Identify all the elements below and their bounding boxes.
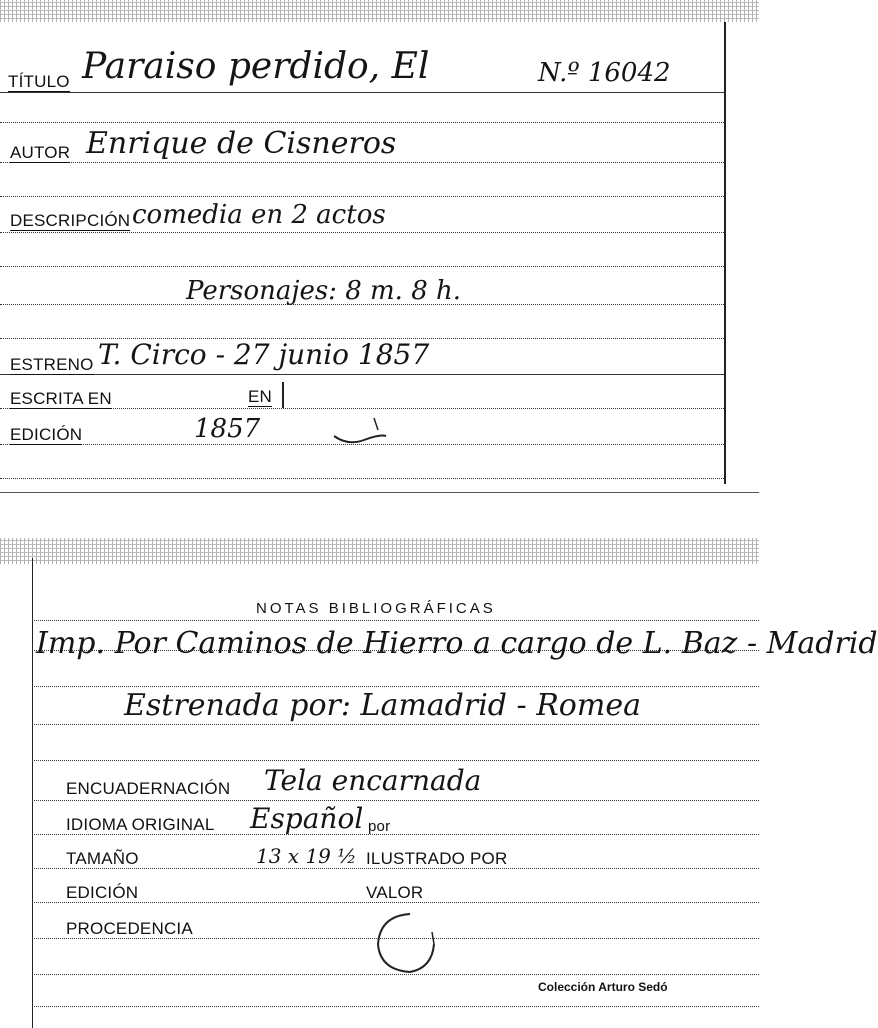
rule-line — [0, 196, 724, 197]
rule-line — [32, 686, 759, 687]
rule-line — [32, 724, 759, 725]
tamano-value: 13 x 19 ½ — [256, 844, 357, 868]
ilustrado-label: ILUSTRADO POR — [366, 849, 508, 868]
rule-line — [32, 800, 759, 801]
scan-noise-top — [0, 0, 759, 22]
rule-line — [0, 162, 724, 163]
autor-value: Enrique de Cisneros — [86, 126, 397, 161]
encuadernacion-value: Tela encarnada — [264, 764, 482, 797]
note-line-1: Imp. Por Caminos de Hierro a cargo de L. Baz - Madrid — [36, 626, 878, 661]
rule-line — [32, 1006, 759, 1007]
card-right-border — [724, 22, 726, 484]
valor-label: VALOR — [366, 883, 424, 902]
titulo-value: Paraiso perdido, El — [82, 46, 430, 87]
note-line-2: Estrenada por: Lamadrid - Romea — [124, 688, 641, 723]
idioma-label: IDIOMA ORIGINAL — [66, 815, 215, 834]
rule-line — [0, 122, 724, 123]
titulo-label: TÍTULO — [8, 72, 70, 91]
card-separator — [0, 492, 759, 493]
descripcion-value: comedia en 2 actos — [132, 200, 386, 230]
idioma-value: Español — [250, 802, 364, 835]
rule-line — [0, 232, 724, 233]
collection-credit: Colección Arturo Sedó — [538, 980, 668, 994]
procedencia-label: PROCEDENCIA — [66, 919, 193, 938]
rule-line — [32, 620, 759, 621]
rule-line — [0, 374, 724, 375]
rule-line — [32, 760, 759, 761]
scan-noise-bottom — [0, 538, 759, 564]
rule-line — [0, 266, 724, 267]
card-left-border — [32, 558, 33, 1028]
en-label: EN — [248, 387, 273, 406]
rule-line — [0, 478, 724, 479]
rule-line — [32, 834, 759, 835]
tamano-label: TAMAÑO — [66, 849, 139, 868]
catalog-card-front — [0, 0, 759, 492]
personajes-value: Personajes: 8 m. 8 h. — [186, 276, 462, 306]
descripcion-label: DESCRIPCIÓN — [10, 211, 131, 230]
edicion-label: EDICIÓN — [10, 425, 83, 444]
handwritten-stroke — [282, 382, 284, 408]
edicion-back-label: EDICIÓN — [66, 883, 139, 902]
edicion-value: 1857 — [194, 414, 261, 444]
estreno-value: T. Circo - 27 junio 1857 — [98, 338, 430, 371]
notas-heading: NOTAS BIBLIOGRÁFICAS — [256, 600, 496, 617]
por-label: por — [368, 818, 391, 835]
card-number: N.º 16042 — [538, 58, 671, 88]
rule-line — [32, 868, 759, 869]
rule-line — [0, 92, 724, 93]
encuadernacion-label: ENCUADERNACIÓN — [66, 779, 231, 798]
stamp-circle-mark — [370, 910, 442, 976]
stamp-mark — [330, 412, 390, 446]
estreno-label: ESTRENO — [10, 355, 94, 374]
catalog-card-back — [0, 538, 878, 1028]
autor-label: AUTOR — [10, 143, 71, 162]
escrita-en-label: ESCRITA EN — [10, 389, 112, 408]
rule-line — [32, 902, 759, 903]
